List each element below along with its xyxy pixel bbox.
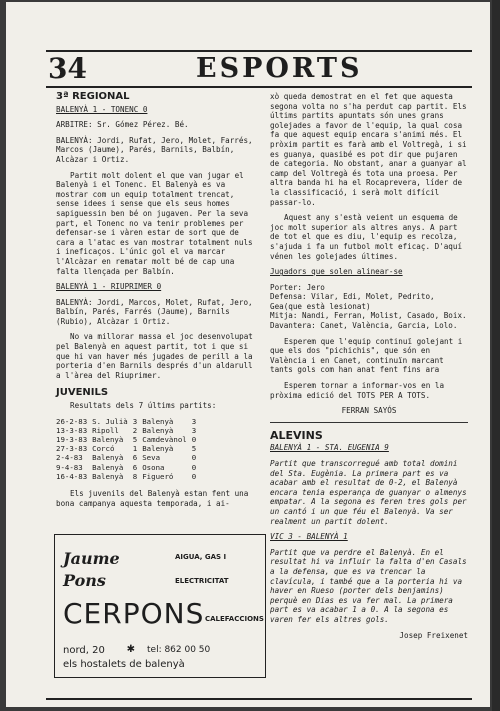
match-report: Partit que va perdre el Balenyà. En el resultat hi va influir la falta d'en Casals a la defensa, que es va trencar la clavícula, i també que a la porteria hi va haver en Rueso (porter dels benjamins) perquè en Dias es va fer mal. La primera part es va acabar 1 a 0. A la segona es varen fer els altres gols. xyxy=(270,547,467,624)
ad-service: CALEFACCIONS xyxy=(205,615,264,623)
result-cell: 2 xyxy=(132,425,138,435)
result-cell: 6 xyxy=(132,453,138,463)
ad-address: nord, 20 xyxy=(63,645,105,656)
result-cell: Balenyà xyxy=(142,425,174,435)
result-cell: 9-4-83 xyxy=(56,462,83,472)
lineup: BALENYÀ: Jordi, Rufat, Jero, Molet, Farrés, Marcos (Jaume), Parés, Barnils, Balbín, Alcàzar i Ortiz. xyxy=(56,135,253,164)
juvenils-text: xò queda demostrat en el fet que aquesta segona volta no s'ha perdut cap partit. Els últims partits apuntats són unes grans golejades a favor de l'equip, la qual cosa fa que aquest equip encara s'animi més. El pròxim partit es farà amb el Voltregà, i si es guanya, quasibé es pot dir que pujaren de categoria. No obstant, anar a guanyar al camp del Voltregà és tota una proesa. Per altra banda hi ha el Rocaprevera, líder de la classificació, i serà molt difícil passar-lo. xyxy=(270,92,467,207)
match-report: Partit que transcorregué amb total domini del Sta. Eugènia. La primera part es va acabar amb el resultat de 0-2, el Balenyà encara tenia esperança de guanyar o almenys empatar. A la segona es feren tres gols per un cantó i un que féu el Balenyà. Va ser realment un partit dolent. xyxy=(270,459,467,526)
result-cell: 16-4-83 xyxy=(56,471,88,481)
juvenils-text: Aquest any s'està veient un esquema de joc molt superior als altres anys. A part de tot el que es diu, l'equip es recolza, s'ajuda i fa un futbol molt eficaç. D'aquí vénen les golejades últimes. xyxy=(270,213,463,261)
result-row xyxy=(56,435,201,444)
ad-brand: CERPONS xyxy=(63,597,205,630)
results-caption: Resultats dels 7 últims partits: xyxy=(70,401,217,411)
lineup: BALENYÀ: Jordi, Marcos, Molet, Rufat, Jero, Balbín, Parés, Farrés (Jaume), Barnils (Rubio), Alcàzar i Ortiz. xyxy=(56,297,253,326)
page-header xyxy=(46,50,472,88)
ad-phone: tel: 862 00 50 xyxy=(147,645,211,655)
result-cell: 1 xyxy=(132,444,138,454)
result-cell: 27-3-83 xyxy=(56,444,88,454)
match-result: BALENYÀ 1 - STA. EUGENIA 9 xyxy=(270,443,389,453)
results-table xyxy=(56,417,201,481)
result-cell: 26-2-83 xyxy=(56,416,88,426)
result-cell: 13-3-83 xyxy=(56,425,88,435)
alevins-heading: ALEVINS xyxy=(270,428,323,442)
result-cell: 5 xyxy=(191,444,197,454)
result-cell: 6 xyxy=(132,462,138,472)
ad-surname: Pons xyxy=(63,571,106,590)
match-result: VIC 3 - BALENYÀ 1 xyxy=(270,532,348,542)
result-cell: Osona xyxy=(142,462,165,472)
result-cell: Balenyà xyxy=(142,416,174,426)
ad-service: AIGUA, GAS I xyxy=(175,553,227,561)
referee: ARBITRE: Sr. Gómez Pérez. Bé. xyxy=(56,120,189,130)
match-report: Partit molt dolent el que van jugar el Balenyà i el Tonenc. El Balenyà es va mostrar com un equip totalment trencat, sense idees i sense que els seus homes sapiguessin ben bé on jugaven. Per la seva part, el Tonenc no va tenir problemes per defensar-se i vàren estar de sort que de cara a l'atac es van mostrar totalment nuls i ineficaços. L'únic gol el va marcar l'Alcàzar en rematar molt bé de cap una falta llençada per Balbín. xyxy=(56,170,253,276)
juvenils-heading: JUVENILS xyxy=(56,387,109,399)
result-cell: Ripoll xyxy=(92,425,119,435)
result-row xyxy=(56,444,201,453)
result-row xyxy=(56,463,201,472)
author: Josep Freixenet xyxy=(399,630,468,640)
result-row xyxy=(56,417,201,426)
result-cell: Balenyà xyxy=(92,453,124,463)
result-cell: 8 xyxy=(132,471,138,481)
ad-service: ELECTRICITAT xyxy=(175,577,229,585)
match-report: No va millorar massa el joc desenvolupat pel Balenyà en aquest partit, tot i que si que hi van haver més jugades de perill a la porteria d'en Barnils després d'un aldarull a l'àrea del Riuprimer. xyxy=(56,332,253,380)
result-row xyxy=(56,453,201,462)
ad-name: Jaume xyxy=(63,549,120,568)
left-column xyxy=(56,92,260,515)
result-cell: Balenyà xyxy=(142,444,174,454)
match-result: BALENYÀ 1 - RIUPRIMER 0 xyxy=(56,282,162,292)
juvenils-lineup: Porter: Jero Defensa: Vilar, Edi, Molet, Pedrito, Gea(que està lesionat) Mitja: Nandi, Ferran, Molist, Casado, Boix. Davantera: Canet, València, Garcia, Lolo. xyxy=(270,282,467,331)
result-cell: S. Julià xyxy=(92,416,128,426)
result-cell: 19-3-83 xyxy=(56,435,88,445)
result-cell: 0 xyxy=(191,453,197,463)
star-icon: ✱ xyxy=(127,641,135,656)
result-cell: 5 xyxy=(132,435,138,445)
result-row xyxy=(56,426,201,435)
match-result: BALENYÀ 1 - TONENC 0 xyxy=(56,104,148,114)
page-edge xyxy=(492,0,500,711)
result-cell: Camdevànol xyxy=(142,435,187,445)
result-cell: 0 xyxy=(191,471,197,481)
result-cell: 3 xyxy=(191,416,197,426)
bottom-rule xyxy=(46,698,472,700)
advertisement xyxy=(54,534,266,678)
page-number: 34 xyxy=(48,52,87,85)
result-cell: 0 xyxy=(191,462,197,472)
result-cell: Figueró xyxy=(142,471,174,481)
result-cell: 2-4-83 xyxy=(56,453,83,463)
result-cell: Balenyà xyxy=(92,471,124,481)
juvenils-intro: Els juvenils del Balenyà estan fent una bona campanya aquesta temporada, i ai- xyxy=(56,489,249,508)
section-title: ESPORTS xyxy=(196,53,363,84)
result-cell: Seva xyxy=(142,453,161,463)
juvenils-text: Esperem tornar a informar-vos en la pròxima edició del TOTS PER A TOTS. xyxy=(270,381,445,400)
result-cell: Corcó xyxy=(92,444,115,454)
ad-location: els hostalets de balenyà xyxy=(63,659,185,670)
result-cell: 0 xyxy=(191,435,197,445)
result-row xyxy=(56,472,201,481)
result-cell: 3 xyxy=(132,416,138,426)
result-cell: Balenyà xyxy=(92,435,124,445)
lineup-heading: Jugadors que solen alinear-se xyxy=(270,267,403,277)
author: FERRAN SAYÓS xyxy=(341,406,397,416)
result-cell: Balenyà xyxy=(92,462,124,472)
juvenils-text: Esperem que l'equip continuï golejant i que els dos "pichichis", que són en València i en Canet, continuïn marcant tants gols com han anat fent fins ara xyxy=(270,336,463,375)
divider xyxy=(270,422,468,423)
regional-heading: 3ª REGIONAL xyxy=(56,91,130,102)
right-column xyxy=(270,92,468,646)
result-cell: 3 xyxy=(191,425,197,435)
